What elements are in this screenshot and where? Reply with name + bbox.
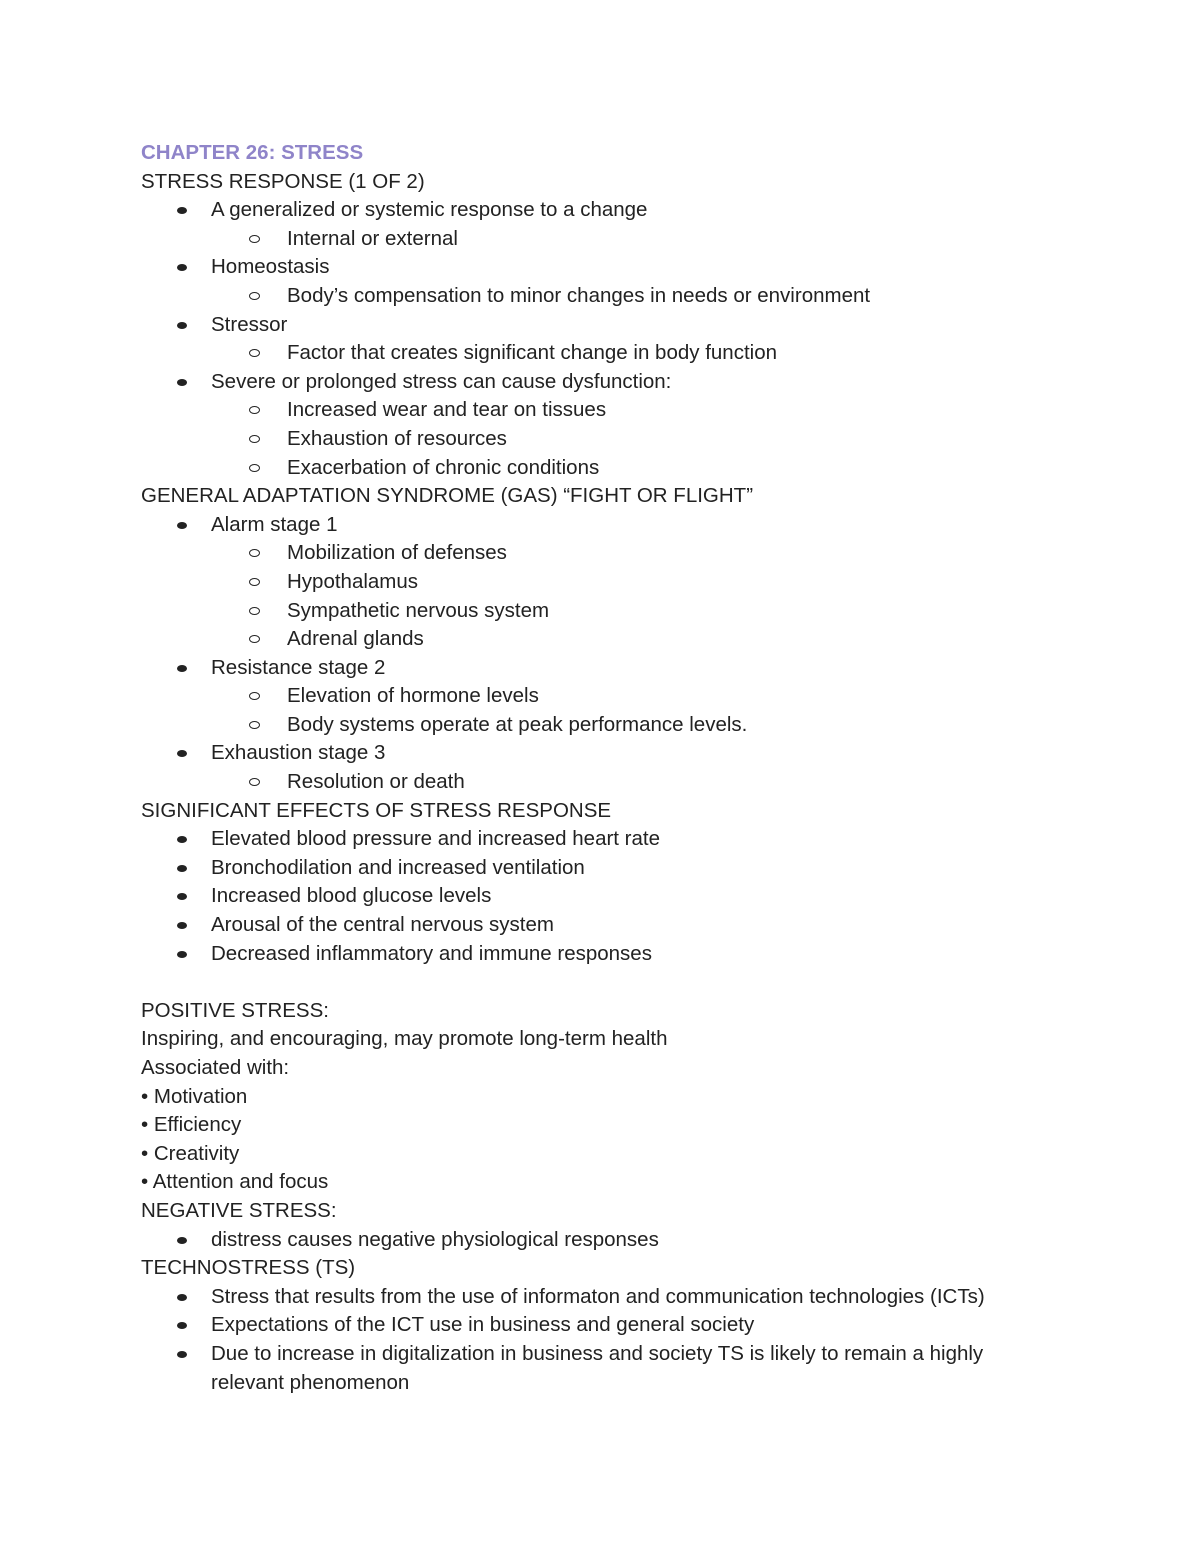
sub-list-item: Exacerbation of chronic conditions — [141, 454, 1061, 483]
circle-bullet-icon — [249, 692, 260, 700]
associated-item: • Motivation — [141, 1084, 248, 1108]
section-heading-gas: GENERAL ADAPTATION SYNDROME (GAS) “FIGHT OR FLIGHT” — [141, 484, 754, 508]
bullet-icon — [177, 1237, 187, 1244]
circle-bullet-icon — [249, 464, 260, 472]
sub-list-item: Increased wear and tear on tissues — [141, 396, 1061, 425]
associated-item: • Creativity — [141, 1141, 240, 1165]
circle-bullet-icon — [249, 721, 260, 729]
positive-stress-description: Inspiring, and encouraging, may promote long-term health — [141, 1027, 668, 1051]
bullet-icon — [177, 951, 187, 958]
associated-item: • Attention and focus — [141, 1170, 329, 1194]
associated-with-label: Associated with: — [141, 1056, 290, 1079]
bullet-icon — [177, 1351, 187, 1358]
bullet-icon — [177, 379, 187, 386]
section-heading-effects: SIGNIFICANT EFFECTS OF STRESS RESPONSE — [141, 798, 612, 822]
section-heading-positive-stress: POSITIVE STRESS: — [141, 998, 329, 1022]
sub-list-item: Body’s compensation to minor changes in needs or environment — [141, 282, 1061, 311]
section-heading-stress-response: STRESS RESPONSE (1 OF 2) — [141, 169, 425, 193]
bullet-icon — [177, 1294, 187, 1301]
circle-bullet-icon — [249, 607, 260, 615]
sub-list-item: Body systems operate at peak performance levels. — [141, 711, 1061, 740]
list-item: Alarm stage 1 — [141, 511, 1061, 540]
bullet-icon — [177, 750, 187, 757]
sub-list-item: Resolution or death — [141, 768, 1061, 797]
chapter-title: CHAPTER 26: STRESS — [141, 141, 364, 164]
list-item: Bronchodilation and increased ventilation — [141, 854, 1061, 883]
sub-list-item: Exhaustion of resources — [141, 425, 1061, 454]
sub-list-item: Mobilization of defenses — [141, 539, 1061, 568]
circle-bullet-icon — [249, 292, 260, 300]
list-item: Due to increase in digitalization in business and society TS is likely to remain a highly relevant phenomenon — [141, 1340, 1061, 1397]
list-item: Resistance stage 2 — [141, 654, 1061, 683]
sub-list-item: Elevation of hormone levels — [141, 682, 1061, 711]
list-item: A generalized or systemic response to a change — [141, 196, 1061, 225]
bullet-icon — [177, 522, 187, 529]
bullet-icon — [177, 922, 187, 929]
list-item: Elevated blood pressure and increased heart rate — [141, 825, 1061, 854]
section-heading-technostress: TECHNOSTRESS (TS) — [141, 1256, 356, 1280]
list-item: distress causes negative physiological responses — [141, 1226, 1061, 1255]
bullet-icon — [177, 322, 187, 329]
list-item: Increased blood glucose levels — [141, 882, 1061, 911]
bullet-icon — [177, 1322, 187, 1329]
list-item: Exhaustion stage 3 — [141, 739, 1061, 768]
associated-item: • Efficiency — [141, 1113, 242, 1137]
sub-list-item: Hypothalamus — [141, 568, 1061, 597]
circle-bullet-icon — [249, 549, 260, 557]
bullet-icon — [177, 264, 187, 271]
document-content — [141, 139, 1061, 1397]
blank-line — [141, 968, 1061, 997]
bullet-icon — [177, 865, 187, 872]
bullet-icon — [177, 836, 187, 843]
circle-bullet-icon — [249, 235, 260, 243]
sub-list-item: Adrenal glands — [141, 625, 1061, 654]
bullet-icon — [177, 893, 187, 900]
circle-bullet-icon — [249, 349, 260, 357]
list-item: Homeostasis — [141, 253, 1061, 282]
circle-bullet-icon — [249, 778, 260, 786]
circle-bullet-icon — [249, 578, 260, 586]
sub-list-item: Factor that creates significant change in body function — [141, 339, 1061, 368]
list-item: Expectations of the ICT use in business and general society — [141, 1311, 1061, 1340]
sub-list-item: Internal or external — [141, 225, 1061, 254]
circle-bullet-icon — [249, 406, 260, 414]
list-item: Stressor — [141, 311, 1061, 340]
circle-bullet-icon — [249, 635, 260, 643]
bullet-icon — [177, 665, 187, 672]
section-heading-negative-stress: NEGATIVE STRESS: — [141, 1198, 337, 1222]
list-item: Decreased inflammatory and immune responses — [141, 940, 1061, 969]
circle-bullet-icon — [249, 435, 260, 443]
bullet-icon — [177, 207, 187, 214]
list-item: Stress that results from the use of informaton and communication technologies (ICTs) — [141, 1283, 1061, 1312]
list-item: Arousal of the central nervous system — [141, 911, 1061, 940]
list-item: Severe or prolonged stress can cause dysfunction: — [141, 368, 1061, 397]
sub-list-item: Sympathetic nervous system — [141, 597, 1061, 626]
